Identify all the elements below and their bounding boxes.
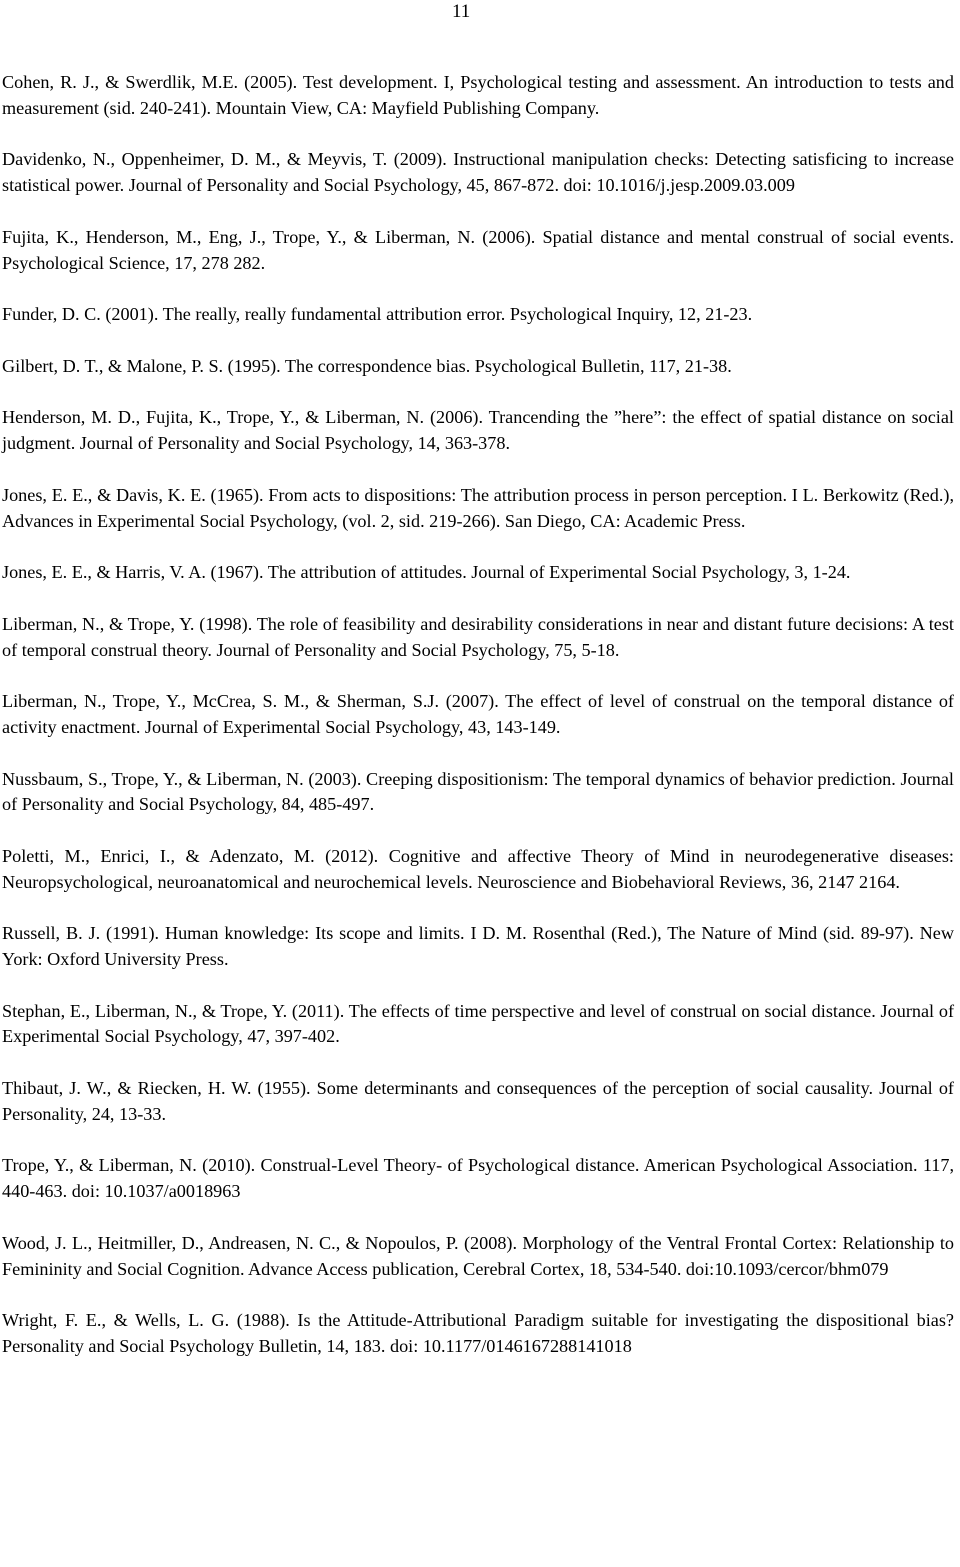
reference-entry: Russell, B. J. (1991). Human knowledge: Its scope and limits. I D. M. Rosenthal (Red.), The Nature of Mind (sid. 89-97). New York: Oxford University Press. (2, 923, 954, 970)
reference-entry: Gilbert, D. T., & Malone, P. S. (1995). The correspondence bias. Psychological Bulletin, 117, 21-38. (2, 355, 732, 376)
reference-entry: Trope, Y., & Liberman, N. (2010). Construal-Level Theory- of Psychological distance. American Psychological Association. 117, 440-463. doi: 10.1037/a0018963 (2, 1155, 954, 1202)
reference-entry: Stephan, E., Liberman, N., & Trope, Y. (2011). The effects of time perspective and level of construal on social distance. Journal of Experimental Social Psychology, 47, 397-402. (2, 1000, 954, 1047)
reference-entry: Thibaut, J. W., & Riecken, H. W. (1955). Some determinants and consequences of the perception of social causality. Journal of Personality, 24, 13-33. (2, 1078, 954, 1124)
reference-entry: Davidenko, N., Oppenheimer, D. M., & Meyvis, T. (2009). Instructional manipulation checks: Detecting satisficing to increase statistical power. Journal of Personality and Social Psychology, 45, 867-872. doi: 10.1016/j.jesp.2009.03.009 (2, 149, 954, 196)
reference-entry: Poletti, M., Enrici, I., & Adenzato, M. (2012). Cognitive and affective Theory of Mind in neurodegenerative diseases: Neuropsychological, neuroanatomical and neurochemical levels. Neuroscience and Biobehavioral Reviews, 36, 2147 2164. (2, 845, 954, 892)
reference-entry: Jones, E. E., & Harris, V. A. (1967). The attribution of attitudes. Journal of Experimental Social Psychology, 3, 1-24. (2, 562, 851, 583)
reference-entry: Fujita, K., Henderson, M., Eng, J., Trope, Y., & Liberman, N. (2006). Spatial distance and mental construal of social events. Psychological Science, 17, 278 282. (2, 226, 954, 273)
reference-entry: Cohen, R. J., & Swerdlik, M.E. (2005). Test development. I, Psychological testing and assessment. An introduction to tests and measurement (sid. 240-241). Mountain View, CA: Mayfield Publishing Company. (2, 72, 954, 118)
reference-entry: Henderson, M. D., Fujita, K., Trope, Y., & Liberman, N. (2006). Trancending the ”here”: the effect of spatial distance on social judgment. Journal of Personality and Social Psychology, 14, 363-378. (2, 407, 954, 454)
reference-entry: Wood, J. L., Heitmiller, D., Andreasen, N. C., & Nopoulos, P. (2008). Morphology of the Ventral Frontal Cortex: Relationship to Femininity and Social Cognition. Advance Access publication, Cerebral Cortex, 18, 534-540. doi:10.1093/cercor/bhm079 (2, 1232, 954, 1279)
reference-entry: Jones, E. E., & Davis, K. E. (1965). From acts to dispositions: The attribution process in person perception. I L. Berkowitz (Red.), Advances in Experimental Social Psychology, (vol. 2, sid. 219-266). San Diego, CA: Academic Press. (2, 484, 954, 531)
reference-entry: Liberman, N., Trope, Y., McCrea, S. M., & Sherman, S.J. (2007). The effect of level of construal on the temporal distance of activity enactment. Journal of Experimental Social Psychology, 43, 143-149. (2, 691, 954, 737)
reference-entry: Liberman, N., & Trope, Y. (1998). The role of feasibility and desirability considerations in near and distant future decisions: A test of temporal construal theory. Journal of Personality and Social Psychology, 75, 5-18. (2, 613, 954, 660)
reference-entry: Wright, F. E., & Wells, L. G. (1988). Is the Attitude-Attributional Paradigm suitable for investigating the dispositional bias? Personality and Social Psychology Bulletin, 14, 183. doi: 10.1177/0146167288141018 (2, 1310, 954, 1357)
page-number: 11 (452, 1, 471, 22)
reference-entry: Nussbaum, S., Trope, Y., & Liberman, N. (2003). Creeping dispositionism: The temporal dynamics of behavior prediction. Journal of Personality and Social Psychology, 84, 485-497. (2, 768, 954, 815)
reference-entry: Funder, D. C. (2001). The really, really fundamental attribution error. Psychological Inquiry, 12, 21-23. (2, 304, 753, 325)
reference-list (2, 70, 954, 1360)
